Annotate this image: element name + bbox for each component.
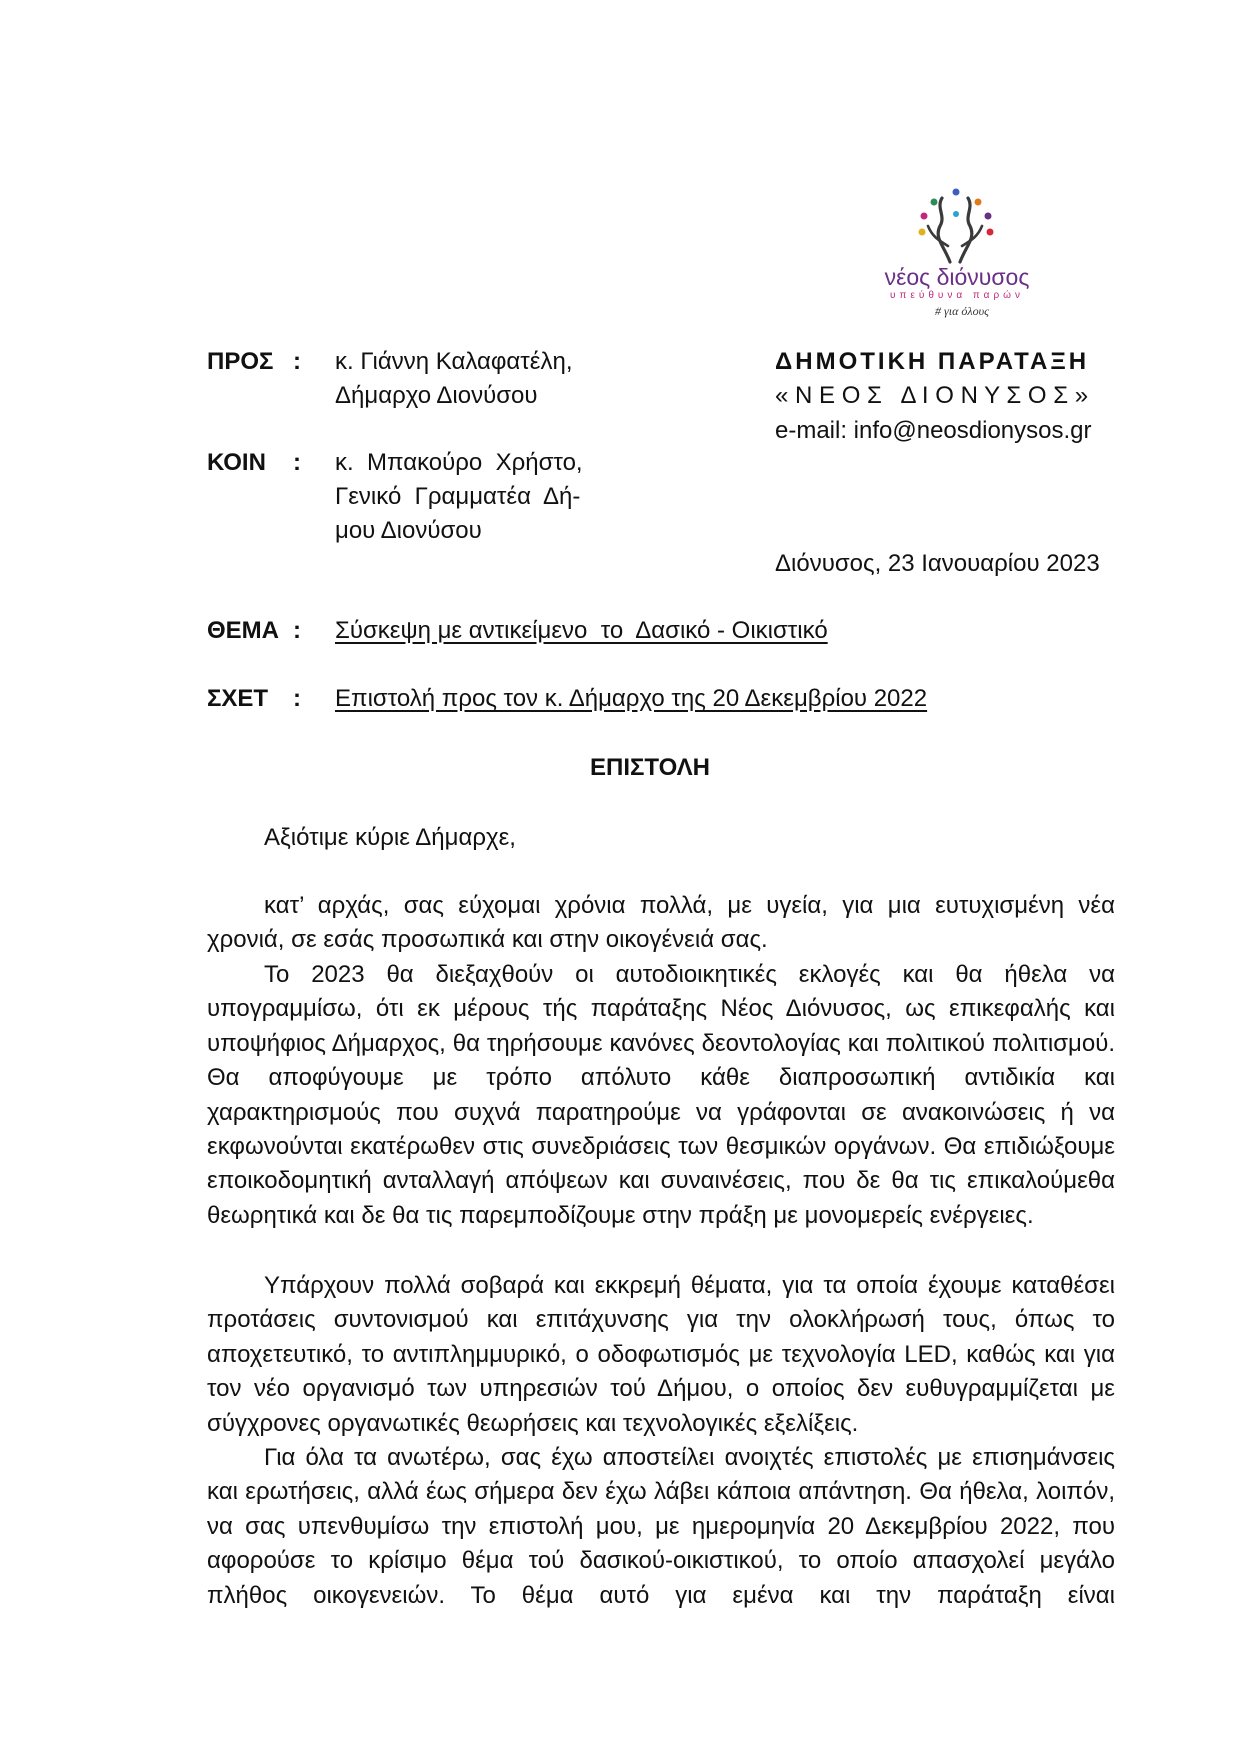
- letter-title: ΕΠΙΣΤΟΛΗ: [590, 754, 710, 781]
- cc-colon: :: [293, 449, 301, 476]
- body-paragraph-1: κατ’ αρχάς, σας εύχομαι χρόνια πολλά, με υγεία, για μια ευτυχισμένη νέα χρονιά, σε εσάς προσωπικά και στην οικογένειά σας.: [207, 892, 1115, 954]
- reference-colon: :: [293, 685, 301, 712]
- party-logo: [862, 186, 1052, 326]
- cc-line-1: κ. Μπακούρο Χρήστο,: [335, 449, 583, 476]
- cc-line-3: μου Διονύσου: [335, 517, 482, 544]
- salutation: Αξιότιμε κύριε Δήμαρχε,: [264, 824, 516, 851]
- reference-text: Επιστολή προς τον κ. Δήμαρχο της 20 Δεκεμβρίου 2022: [335, 685, 928, 712]
- org-name: ΔΗΜΟΤΙΚΗ ΠΑΡΑΤΑΞΗ: [775, 348, 1090, 375]
- subject-text: Σύσκεψη με αντικείμενο το Δασικό - Οικιστικό: [335, 617, 828, 644]
- logo-hashtag: # για όλους: [935, 304, 989, 318]
- logo-tagline: υπεύθυνα παρών: [890, 290, 1024, 301]
- logo-brand-name: νέος διόνυσος: [884, 264, 1030, 290]
- body-paragraph-4: Για όλα τα ανωτέρω, σας έχω αποστείλει ανοιχτές επιστολές με επισημάνσεις και ερωτήσεις, αλλά έως σήμερα δεν έχω λάβει κάποια απάντηση. Θα ήθελα, λοιπόν, να σας υπενθυμίσω την επιστολή μου, με ημερομηνία 20 Δεκεμβρίου 2022, που αφορούσε το κρίσιμο θέμα τού δασικού-οικιστικού, το οποίο απασχολεί μεγάλο πλήθος οικογενειών. Το θέμα αυτό για εμένα και την παράταξη είναι: [207, 1444, 1115, 1609]
- subject-label: ΘΕΜΑ: [207, 617, 279, 644]
- reference-label: ΣΧΕΤ: [207, 685, 269, 712]
- cc-label: ΚΟΙΝ: [207, 449, 266, 476]
- tree-logo-icon: [862, 186, 1052, 266]
- org-subtitle: « Ν Ε Ο Σ Δ Ι Ο Ν Υ Σ Ο Σ »: [775, 382, 1089, 409]
- recipient-colon: :: [293, 348, 301, 375]
- body-paragraph-2: Το 2023 θα διεξαχθούν οι αυτοδιοικητικές εκλογές και θα ήθελα να υπογραμμίσω, ότι εκ μέρους τής παράταξης Νέος Διόνυσος, ως επικεφαλής και υποψήφιος Δήμαρχος, θα τηρήσουμε κανόνες δεοντολογίας και πολιτικού πολιτισμού. Θα αποφύγουμε με τρόπο απόλυτο κάθε διαπροσωπική αντιδικία και χαρακτηρισμούς που συχνά παρατηρούμε να γράφονται σε ανακοινώσεις ή να εκφωνούνται εκατέρωθεν στις συνεδριάσεις των θεσμικών οργάνων. Θα επιδιώξουμε εποικοδομητική ανταλλαγή απόψεων και συναινέσεις, που δε θα τις επικαλούμεθα θεωρητικά και δε θα τις παρεμποδίζουμε στην πράξη με μονομερείς ενέργειες.: [207, 961, 1115, 1229]
- recipient-label: ΠΡΟΣ: [207, 348, 274, 375]
- body-paragraph-3: Υπάρχουν πολλά σοβαρά και εκκρεμή θέματα, για τα οποία έχουμε καταθέσει προτάσεις συντονισμού και επιτάχυνσης για την ολοκλήρωσή τους, όπως το αποχετευτικό, το αντιπλημμυρικό, ο οδοφωτισμός με τεχνολογία LED, καθώς και για τον νέο οργανισμό των υπηρεσιών τού Δήμου, ο οποίος δεν ευθυγραμμίζεται με σύγχρονες οργανωτικές θεωρήσεις και τεχνολογικές εξελίξεις.: [207, 1272, 1115, 1437]
- letter-date: Διόνυσος, 23 Ιανουαρίου 2023: [775, 550, 1100, 577]
- recipient-line-2: Δήμαρχο Διονύσου: [335, 382, 538, 409]
- org-email: e-mail: info@neosdionysos.gr: [775, 417, 1092, 444]
- subject-colon: :: [293, 617, 301, 644]
- cc-line-2: Γενικό Γραμματέα Δή-: [335, 483, 581, 510]
- recipient-line-1: κ. Γιάννη Καλαφατέλη,: [335, 348, 573, 375]
